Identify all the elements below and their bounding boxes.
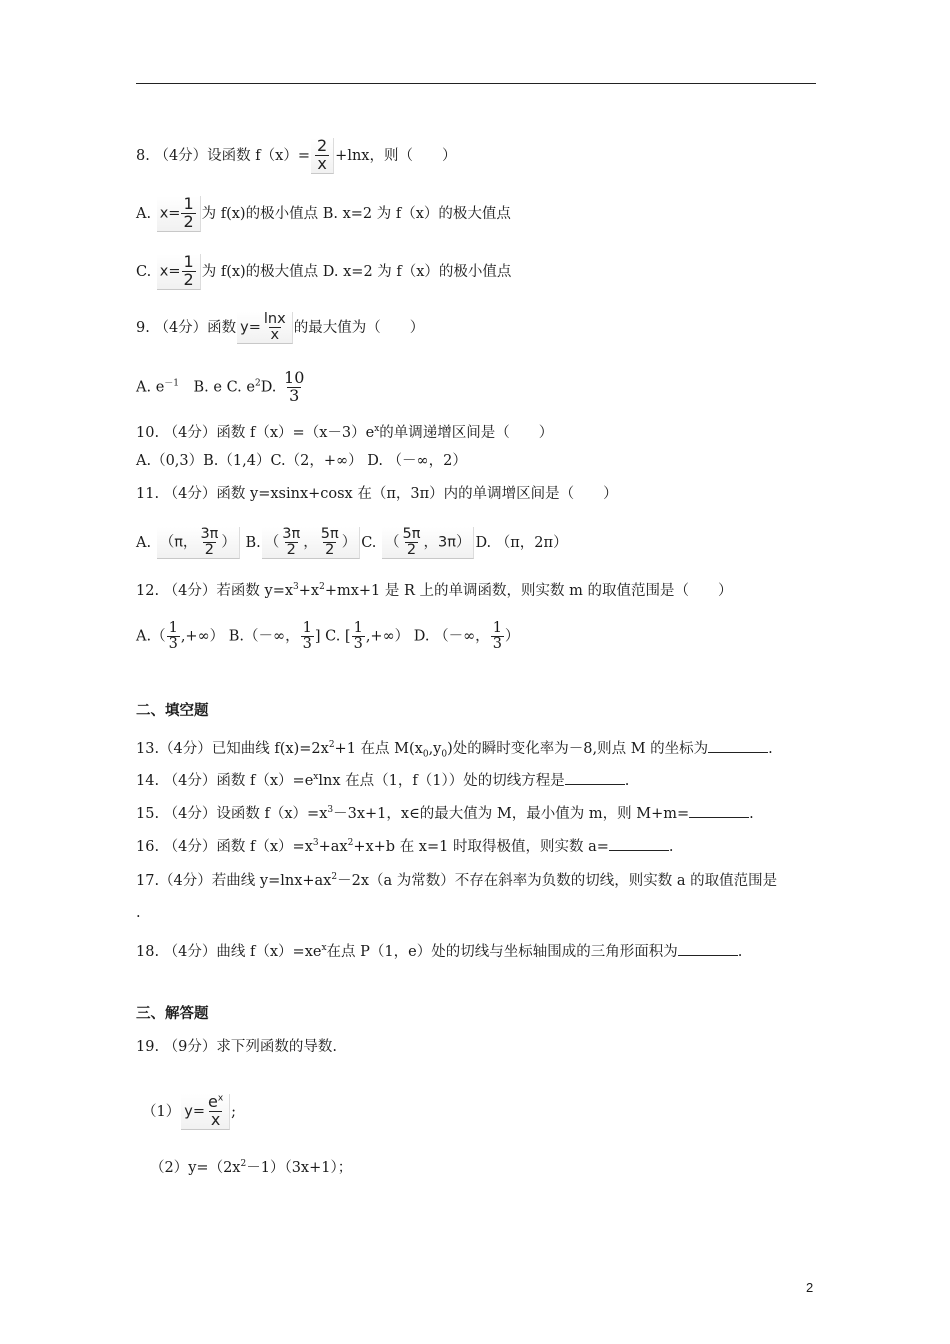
q11-b-close: ） [341, 534, 357, 551]
q11-c-open: （ [385, 534, 400, 551]
q16-end: . [668, 838, 674, 855]
question-8-stem [136, 138, 456, 174]
q9-frac-den: x [270, 327, 280, 344]
q9-opt-d-label: D. [260, 379, 277, 396]
q19-stem: 19. （9分）求下列函数的导数. [136, 1039, 338, 1055]
q12-d-post: ） [504, 628, 520, 645]
q19-p2-post: －1）（3x+1）； [246, 1159, 353, 1176]
q19-p1-label: （1） [142, 1103, 181, 1120]
q9-stem-pre: 9. （4分）函数 [136, 320, 237, 337]
q12-sup2: 2 [319, 582, 325, 592]
q12-a-den: 3 [168, 636, 178, 653]
question-19-part-2 [150, 1154, 352, 1178]
q12-b-frac [301, 621, 314, 652]
section-2-title: 二、填空题 [136, 703, 209, 719]
q12-b-num: 1 [302, 620, 312, 636]
q15-sup: 3 [327, 805, 334, 815]
q8-frac-num: 2 [316, 136, 328, 155]
q18-end: . [737, 943, 743, 960]
q13-mid: +1 在点 M(x [334, 740, 423, 757]
question-11-stem [136, 484, 618, 504]
q10-stem-sup: x [374, 424, 380, 434]
q9-opt-c-sup: 2 [254, 378, 261, 389]
q15-answer-blank [689, 803, 749, 818]
q11-d-text: D. （π，2π） [475, 535, 568, 552]
q19-p1-den: x [210, 1109, 221, 1129]
q11-b-den2: 2 [325, 542, 335, 559]
q11-c-num: 5π [402, 526, 421, 542]
q9-opt-a-sup: －1 [164, 378, 180, 389]
q12-c-den: 3 [353, 636, 363, 653]
q19-p1-num-sup: x [217, 1093, 224, 1104]
q8-c-num: 1 [183, 252, 194, 271]
q12-d-label: D. （－∞， [413, 628, 490, 645]
q11-c-math [382, 527, 474, 559]
q11-a-den: 2 [204, 542, 215, 559]
question-16 [136, 833, 673, 857]
question-13 [136, 735, 773, 765]
q15-end: . [749, 805, 754, 822]
q8-a-den: 2 [183, 211, 194, 231]
q8-c-den: 2 [183, 269, 194, 289]
q12-a-post: ,+∞） [180, 628, 225, 645]
q12-stem-post: +mx+1 是 R 上的单调函数，则实数 m 的取值范围是（ ） [324, 582, 733, 599]
q12-a-label: A.（ [136, 628, 166, 645]
q14-answer-blank [565, 770, 625, 785]
q14-end: . [624, 772, 630, 789]
header-rule [136, 83, 816, 84]
question-9-options [136, 370, 307, 405]
q16-post: +x+b 在 x=1 时取得极值，则实数 a= [353, 838, 609, 855]
question-18 [136, 938, 742, 962]
q12-d-den: 3 [492, 636, 502, 653]
q8-stem-post: +lnx，则（ ） [335, 147, 457, 164]
section-3-title: 三、解答题 [136, 1006, 209, 1022]
q13-sub0: 0 [422, 749, 429, 760]
q9-opt-d-frac [282, 370, 306, 405]
q8-frac-den: x [317, 153, 327, 173]
q12-c-num: 1 [353, 620, 363, 636]
q8-c-x: x= [159, 263, 181, 280]
q10-stem-post: 的单调递增区间是（ ） [379, 424, 554, 441]
q13-post: )处的瞬时变化率为－8,则点 M 的坐标为 [447, 740, 709, 757]
q9-d-den: 3 [289, 385, 300, 405]
question-10-options [136, 451, 467, 471]
q12-c-frac [352, 621, 365, 652]
q19-p2-pre: （2）y=（2x [150, 1159, 241, 1176]
q15-pre: 15. （4分）设函数 f（x）=x [136, 805, 328, 822]
q18-sup: x [321, 943, 327, 953]
q16-sup1: 3 [312, 838, 319, 848]
q19-p2-sup: 2 [240, 1159, 247, 1169]
q19-p1-end: ; [231, 1103, 237, 1120]
question-19-part-1 [142, 1094, 236, 1130]
q12-d-num: 1 [492, 620, 502, 636]
q12-c-label: C. [ [325, 628, 351, 645]
q8-c-math [157, 254, 201, 290]
q13-sup: 2 [328, 740, 335, 750]
q14-sup: x [313, 772, 319, 782]
page-number: 2 [806, 1280, 814, 1295]
q9-frac-num: lnx [263, 311, 286, 327]
q11-a-close: ） [221, 534, 236, 551]
question-12-stem [136, 577, 733, 601]
question-8-options-ab [136, 196, 511, 232]
q11-c-den: 2 [406, 542, 417, 559]
question-12-options [136, 621, 519, 652]
q15-post: －3x+1，x∈的最大值为 M，最小值为 m，则 M+m= [333, 805, 690, 822]
q19-p1-math [181, 1094, 230, 1130]
q11-c-mid: ，3π） [423, 534, 471, 551]
q8-c-text: 为 f(x)的极大值点 D. x=2 为 f（x）的极小值点 [201, 263, 512, 280]
question-11-options [136, 527, 568, 559]
q9-math [237, 312, 293, 344]
question-15 [136, 800, 754, 824]
q11-a-label: A. [136, 535, 152, 552]
q14-pre: 14. （4分）函数 f（x）=e [136, 772, 314, 789]
q18-post: 在点 P（1，e）处的切线与坐标轴围成的三角形面积为 [326, 943, 678, 960]
q12-b-den: 3 [302, 636, 312, 653]
q8-fraction [311, 138, 334, 174]
q16-pre: 16. （4分）函数 f（x）=x [136, 838, 313, 855]
q8-a-num: 1 [183, 194, 194, 213]
q19-p1-y: y= [184, 1103, 205, 1120]
q11-stem: 11. （4分）函数 y=xsinx+cosx 在（π，3π）内的单调增区间是（ ） [136, 486, 618, 502]
q12-a-frac [167, 621, 180, 652]
q13-mid2: ,y [428, 740, 442, 757]
question-19-stem [136, 1037, 337, 1057]
q17-post: －2x（a 为常数）不存在斜率为负数的切线，则实数 a 的取值范围是 [337, 872, 778, 889]
q12-b-post: ] [314, 628, 321, 645]
q11-b-den1: 2 [286, 542, 296, 559]
q18-pre: 18. （4分）曲线 f（x）=xe [136, 943, 322, 960]
q9-d-num: 10 [284, 368, 305, 387]
q11-b-num2: 5π [320, 526, 339, 542]
q11-a-math [157, 527, 240, 559]
q10-stem: 10. （4分）函数 f（x）=（x－3）e [136, 424, 375, 441]
q12-sup1: 3 [293, 582, 299, 592]
q12-a-num: 1 [168, 620, 178, 636]
q11-b-math [262, 527, 360, 559]
q13-answer-blank [708, 738, 768, 753]
q8-stem-pre: 8. （4分）设函数 f（x）= [136, 147, 310, 164]
q9-y: y= [240, 319, 261, 336]
question-17 [136, 867, 777, 891]
q13-pre: 13.（4分）已知曲线 f(x)=2x [136, 740, 329, 757]
q13-end: . [768, 740, 773, 757]
q14-post: lnx 在点（1，f（1））处的切线方程是 [318, 772, 565, 789]
q18-answer-blank [678, 941, 738, 956]
q8-a-text: 为 f(x)的极小值点 B. x=2 为 f（x）的极大值点 [201, 205, 511, 222]
q12-b-label: B.（－∞， [228, 628, 300, 645]
q16-sup2: 2 [347, 838, 354, 848]
q9-stem-post: 的最大值为（ ） [293, 320, 425, 337]
q16-answer-blank [609, 836, 669, 851]
q12-d-frac [491, 621, 504, 652]
q19-p1-num: e [207, 1092, 218, 1111]
question-8-options-cd [136, 254, 511, 290]
q8-a-label: A. [136, 205, 152, 222]
q16-mid: +ax [318, 838, 348, 855]
q8-a-math [157, 196, 201, 232]
q8-c-label: C. [136, 263, 152, 280]
q12-c-post: ,+∞） [365, 628, 410, 645]
q8-a-x: x= [159, 205, 181, 222]
q17-sup: 2 [331, 872, 338, 882]
q11-a-num: 3π [200, 526, 219, 542]
q11-b-label: B. [245, 535, 261, 552]
q11-a-open: （π， [159, 534, 198, 551]
q11-b-comma: ， [303, 534, 318, 551]
q17-pre: 17.（4分）若曲线 y=lnx+ax [136, 872, 332, 889]
q12-mid1: +x [298, 582, 320, 599]
q11-b-open: （ [264, 534, 280, 551]
question-14 [136, 767, 629, 791]
q9-opt-a: A. e [136, 379, 165, 396]
question-10-stem [136, 419, 553, 443]
q13-sub1: 0 [441, 749, 448, 760]
q11-c-label: C. [361, 535, 377, 552]
q9-opt-bc: B. e C. e [179, 379, 255, 396]
question-9-stem [136, 312, 424, 344]
q11-b-num1: 3π [282, 526, 301, 542]
q12-stem-pre: 12. （4分）若函数 y=x [136, 582, 294, 599]
q10-options: A.（0,3）B.（1,4）C.（2，+∞） D. （－∞，2） [136, 453, 467, 469]
question-17-continuation: . [136, 905, 141, 921]
